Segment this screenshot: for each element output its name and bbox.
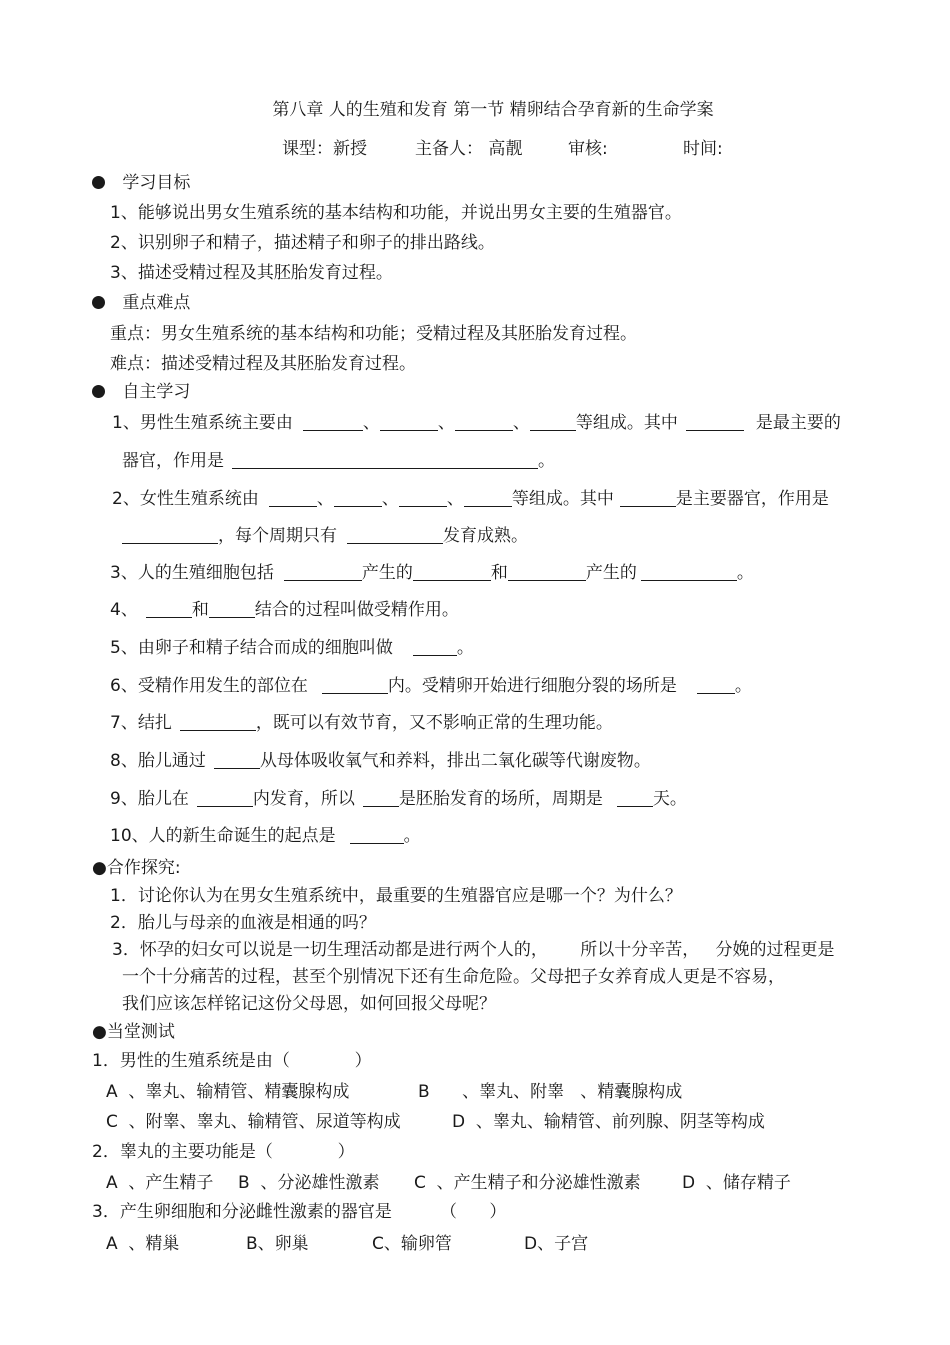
discussion-item-cont: 一个十分痛苦的过程，甚至个别情况下还有生命危险。父母把子女养育成人更是不容易，: [122, 967, 785, 987]
answer-blank[interactable]: [413, 638, 457, 656]
cooperation-heading: ●合作探究:: [92, 858, 181, 878]
preparer: 主备人： 高靓: [415, 139, 523, 159]
quiz-option[interactable]: A 、精巢: [106, 1234, 180, 1254]
objective-item: 2、识别卵子和精子，描述精子和卵子的排出路线。: [110, 233, 495, 253]
page-title: 第八章 人的生殖和发育 第一节 精卵结合孕育新的生命学案: [272, 100, 714, 120]
key-points-heading: 重点难点: [92, 292, 190, 314]
quiz-option[interactable]: A 、睾丸、输精管、精囊腺构成: [106, 1082, 350, 1102]
difficulty-text: 难点：描述受精过程及其胚胎发育过程。: [110, 354, 416, 374]
quiz-option[interactable]: D 、储存精子: [682, 1173, 791, 1193]
objective-item: 3、描述受精过程及其胚胎发育过程。: [110, 263, 393, 283]
answer-blank[interactable]: [641, 563, 737, 581]
answer-blank[interactable]: [303, 413, 363, 431]
objectives-heading: 学习目标: [92, 172, 190, 194]
answer-blank[interactable]: [214, 751, 260, 769]
discussion-item: 2．胎儿与母亲的血液是相通的吗？: [110, 913, 376, 933]
answer-blank[interactable]: [697, 676, 735, 694]
answer-blank[interactable]: [232, 451, 538, 469]
discussion-item-cont: 我们应该怎样铭记这份父母恩，如何回报父母呢？: [122, 994, 496, 1014]
quiz-option[interactable]: A 、产生精子: [106, 1173, 214, 1193]
reviewer: 审核:: [568, 139, 608, 159]
answer-blank[interactable]: [686, 413, 744, 431]
question-5: 5、由卵子和精子结合而成的细胞叫做 。: [110, 638, 474, 658]
quiz-option[interactable]: B 、分泌雄性激素: [238, 1173, 380, 1193]
question-8: 8、胎儿通过 从母体吸收氧气和养料，排出二氧化碳等代谢废物。: [110, 751, 651, 771]
quiz-heading: ●当堂测试: [92, 1022, 175, 1042]
bullet-icon: [92, 296, 105, 309]
question-10: 10、人的新生命诞生的起点是 。: [110, 826, 421, 846]
question-1-cont: 器官，作用是 。: [122, 451, 555, 471]
quiz-option[interactable]: D 、睾丸、输精管、前列腺、阴茎等构成: [452, 1112, 765, 1132]
answer-blank[interactable]: [350, 826, 404, 844]
question-4: 4、 和 结合的过程叫做受精作用。: [110, 600, 459, 620]
focus-text: 重点：男女生殖系统的基本结构和功能；受精过程及其胚胎发育过程。: [110, 324, 637, 344]
quiz-option[interactable]: C 、附睾、睾丸、输精管、尿道等构成: [106, 1112, 401, 1132]
lesson-type: 课型：新授: [282, 139, 367, 159]
quiz-question: 2．睾丸的主要功能是（ ）: [92, 1142, 355, 1162]
quiz-answer-paren: （ ）: [440, 1202, 507, 1222]
question-3: 3、人的生殖细胞包括 产生的 和 产生的 。: [110, 563, 754, 583]
answer-blank[interactable]: [197, 789, 253, 807]
answer-blank[interactable]: [620, 489, 676, 507]
quiz-question: 3．产生卵细胞和分泌雌性激素的器官是: [92, 1202, 392, 1222]
quiz-option[interactable]: B 、睾丸、附睾 、精囊腺构成: [418, 1082, 683, 1102]
time-label: 时间:: [683, 139, 723, 159]
answer-blank[interactable]: [334, 489, 382, 507]
answer-blank[interactable]: [455, 413, 513, 431]
discussion-item: 1．讨论你认为在男女生殖系统中，最重要的生殖器官应是哪一个？为什么？: [110, 886, 682, 906]
answer-blank[interactable]: [399, 489, 447, 507]
answer-blank[interactable]: [322, 676, 388, 694]
question-2-cont: ，每个周期只有 发育成熟。: [122, 525, 528, 547]
answer-blank[interactable]: [284, 563, 362, 581]
answer-blank[interactable]: [363, 789, 399, 807]
answer-blank[interactable]: [347, 526, 443, 544]
self-study-heading: 自主学习: [92, 381, 190, 403]
answer-blank[interactable]: [617, 789, 653, 807]
quiz-question: 1．男性的生殖系统是由（ ）: [92, 1051, 372, 1071]
question-1: 1、男性生殖系统主要由 、 、 、 等组成。其中 是最主要的: [112, 413, 841, 433]
answer-blank[interactable]: [508, 563, 586, 581]
answer-blank[interactable]: [209, 600, 255, 618]
answer-blank[interactable]: [269, 489, 317, 507]
answer-blank[interactable]: [180, 713, 256, 731]
question-7: 7、结扎 ，既可以有效节育，又不影响正常的生理功能。: [110, 713, 613, 733]
answer-blank[interactable]: [122, 526, 218, 544]
question-9: 9、胎儿在 内发育，所以 是胚胎发育的场所，周期是 天。: [110, 789, 687, 809]
objective-item: 1、能够说出男女生殖系统的基本结构和功能，并说出男女主要的生殖器官。: [110, 203, 682, 223]
quiz-option[interactable]: C 、产生精子和分泌雄性激素: [414, 1173, 641, 1193]
bullet-icon: [92, 385, 105, 398]
quiz-option[interactable]: C、输卵管: [372, 1234, 452, 1254]
answer-blank[interactable]: [413, 563, 491, 581]
answer-blank[interactable]: [146, 600, 192, 618]
question-2: 2、女性生殖系统由 、 、 、 等组成。其中 是主要器官，作用是: [112, 489, 829, 509]
answer-blank[interactable]: [380, 413, 438, 431]
bullet-icon: [92, 176, 105, 189]
answer-blank[interactable]: [464, 489, 512, 507]
quiz-option[interactable]: D、子宫: [524, 1234, 589, 1254]
discussion-item: 3．怀孕的妇女可以说是一切生理活动都是进行两个人的， 所以十分辛苦， 分娩的过程更是: [112, 940, 835, 960]
question-6: 6、受精作用发生的部位在 内。受精卵开始进行细胞分裂的场所是 。: [110, 676, 752, 696]
quiz-option[interactable]: B、卵巢: [246, 1234, 309, 1254]
answer-blank[interactable]: [530, 413, 576, 431]
